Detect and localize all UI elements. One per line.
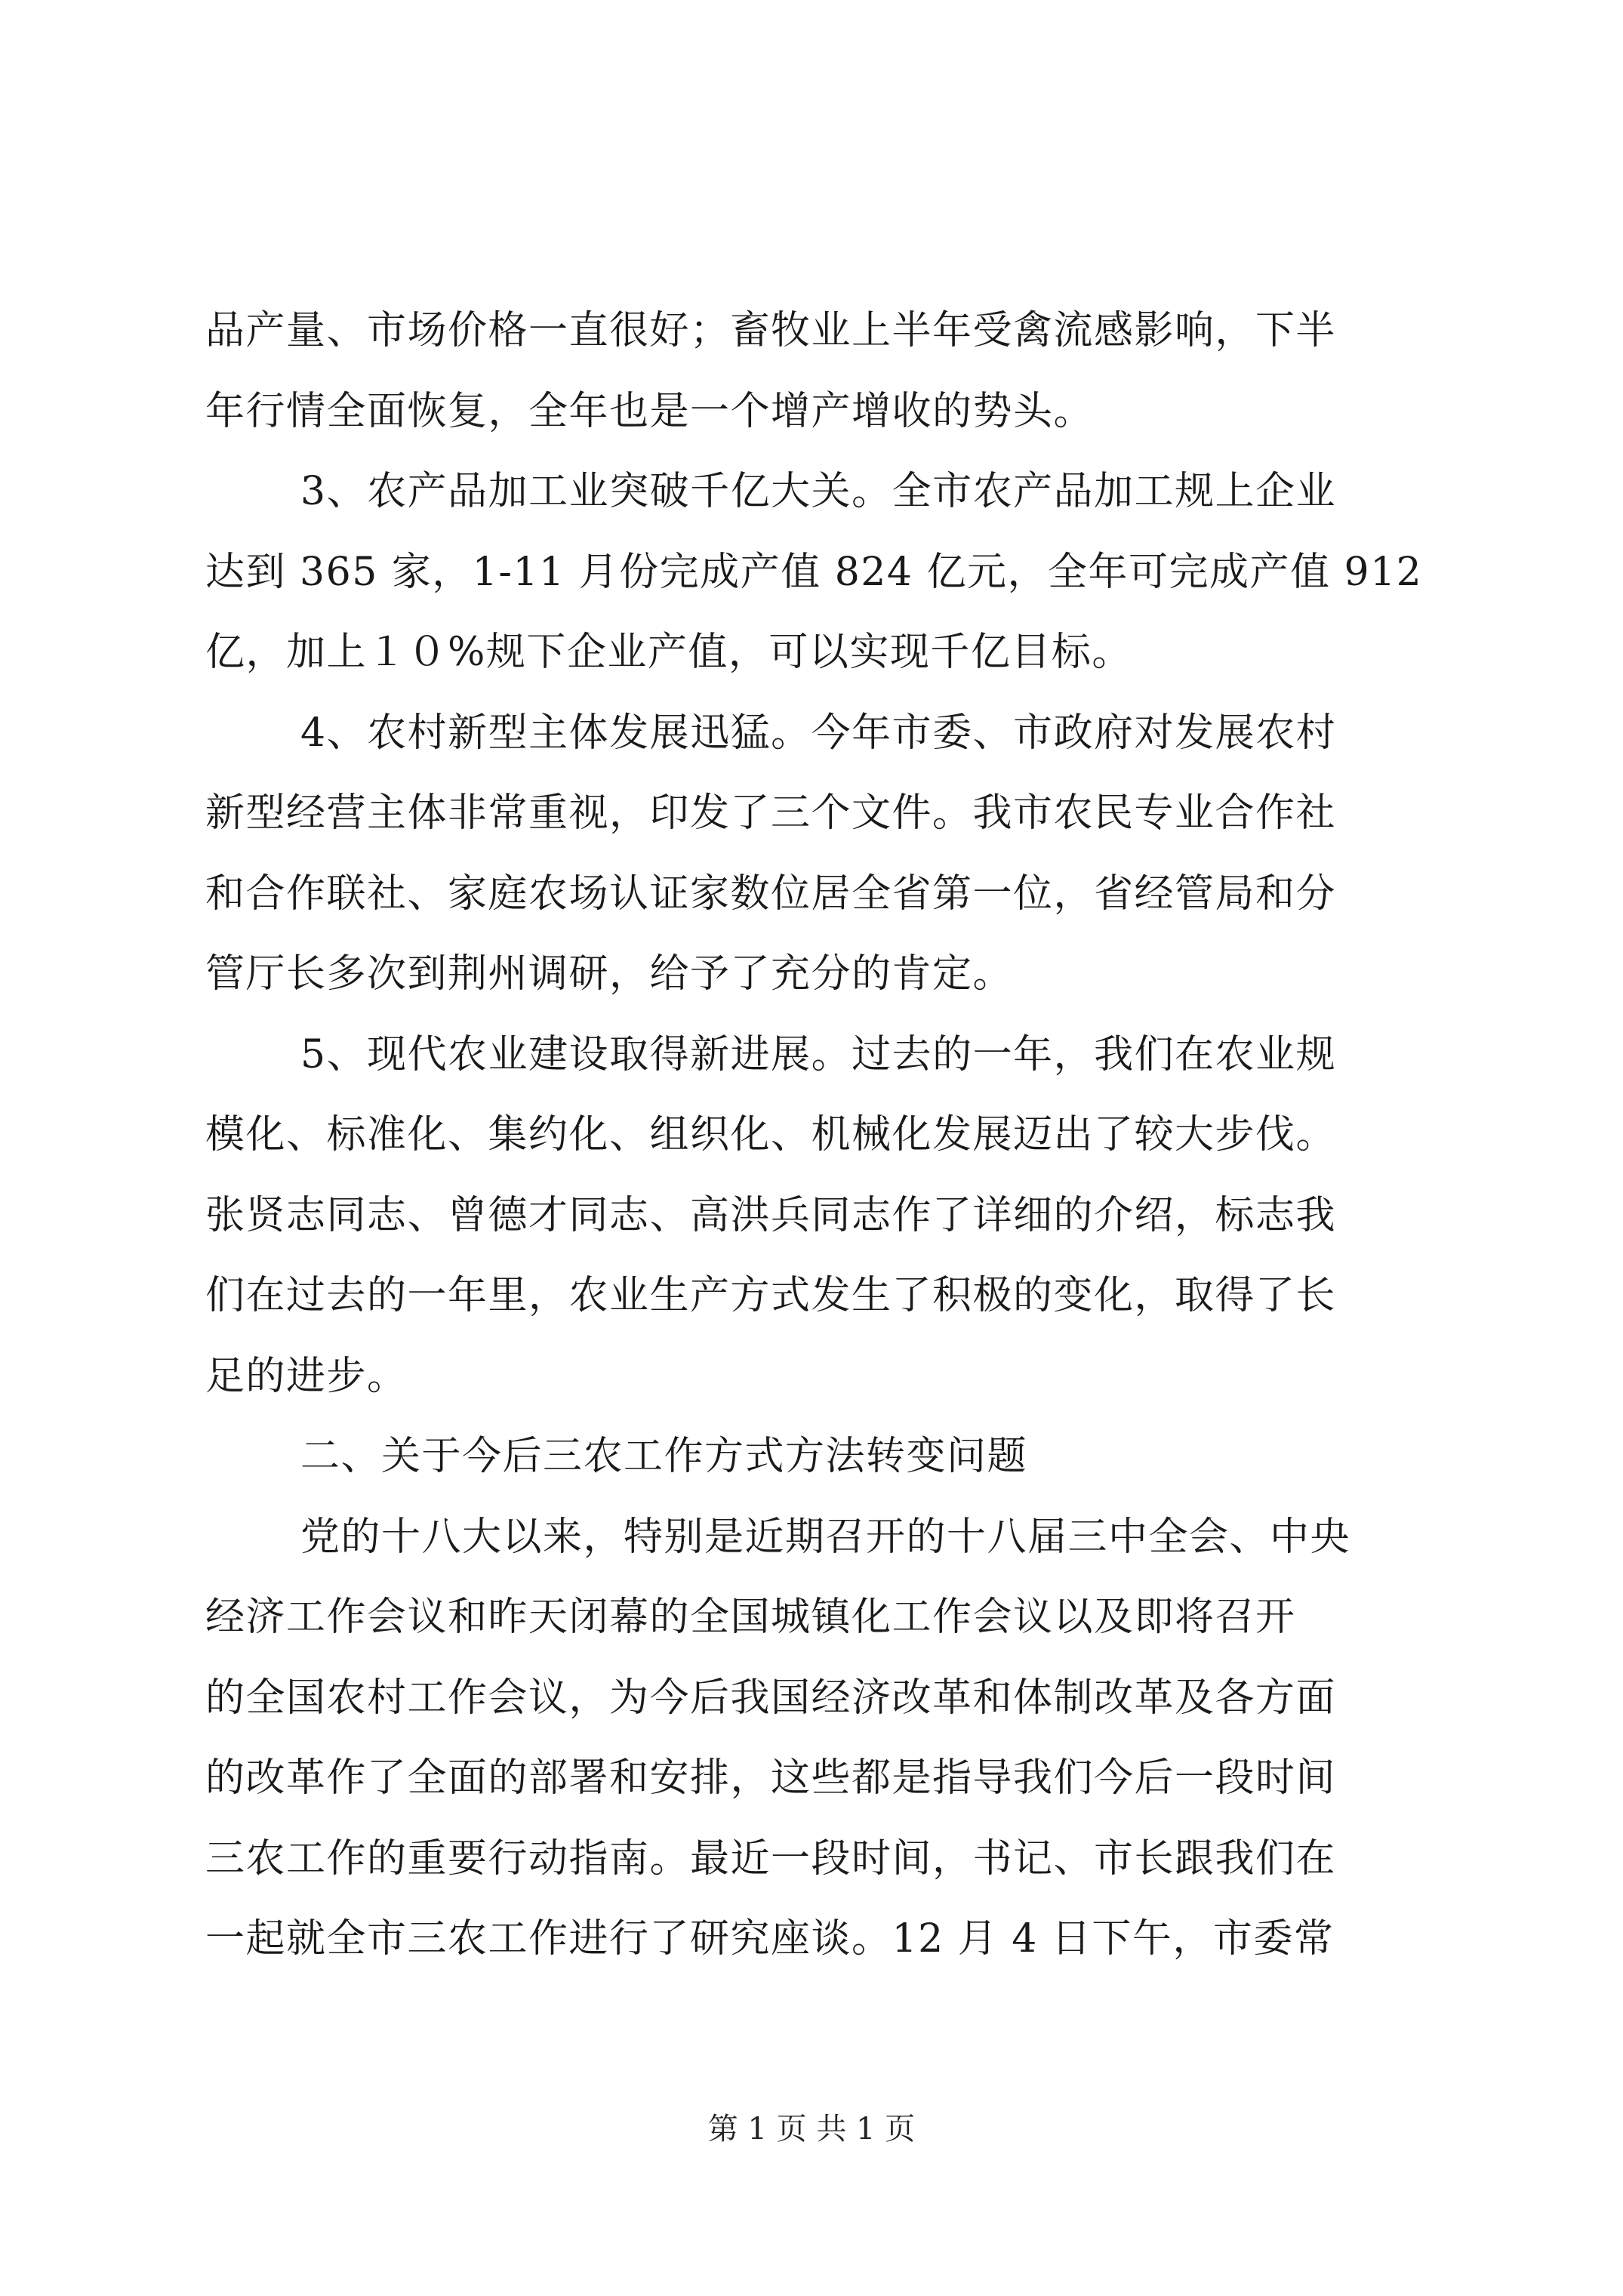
- text-line: 经济工作会议和昨天闭幕的全国城镇化工作会议以及即将召开: [205, 1595, 1296, 1640]
- text-line: 张贤志同志、曾德才同志、高洪兵同志作了详细的介绍，标志我: [205, 1192, 1337, 1238]
- text-line: 三农工作的重要行动指南。最近一段时间，书记、市长跟我们在: [205, 1835, 1337, 1881]
- text-line: 达到 365 家，1-11 月份完成产值 824 亿元，全年可完成产值 912: [205, 549, 1423, 595]
- text-line: 管厅长多次到荆州调研，给予了充分的肯定。: [205, 951, 1014, 997]
- text-line: 和合作联社、家庭农场认证家数位居全省第一位，省经管局和分: [205, 871, 1337, 917]
- text-line: 年行情全面恢复，全年也是一个增产增收的势头。: [205, 388, 1095, 434]
- text-line: 足的进步。: [205, 1353, 408, 1399]
- text-line: 亿，加上１０%规下企业产值，可以实现千亿目标。: [205, 630, 1132, 675]
- text-line: 品产量、市场价格一直很好；畜牧业上半年受禽流感影响，下半: [205, 308, 1337, 353]
- text-line: 一起就全市三农工作进行了研究座谈。12 月 4 日下午，市委常: [205, 1916, 1335, 1962]
- text-line: 3、农产品加工业突破千亿大关。全市农产品加工规上企业: [300, 469, 1337, 514]
- text-line: 党的十八大以来，特别是近期召开的十八届三中全会、中央: [300, 1514, 1351, 1560]
- page-footer: 第 1 页 共 1 页: [707, 2112, 916, 2147]
- text-line: 5、现代农业建设取得新进展。过去的一年，我们在农业规: [300, 1031, 1337, 1077]
- text-line: 4、农村新型主体发展迅猛。今年市委、市政府对发展农村: [300, 710, 1337, 756]
- text-line: 的改革作了全面的部署和安排，这些都是指导我们今后一段时间: [205, 1755, 1337, 1801]
- text-line: 模化、标准化、集约化、组织化、机械化发展迈出了较大步伐。: [205, 1112, 1337, 1157]
- text-line: 的全国农村工作会议，为今后我国经济改革和体制改革及各方面: [205, 1675, 1337, 1721]
- text-line: 们在过去的一年里，农业生产方式发生了积极的变化，取得了长: [205, 1273, 1337, 1318]
- document-body: [205, 291, 1423, 1980]
- text-line: 新型经营主体非常重视，印发了三个文件。我市农民专业合作社: [205, 791, 1337, 836]
- text-line: 二、关于今后三农工作方式方法转变问题: [300, 1434, 1028, 1479]
